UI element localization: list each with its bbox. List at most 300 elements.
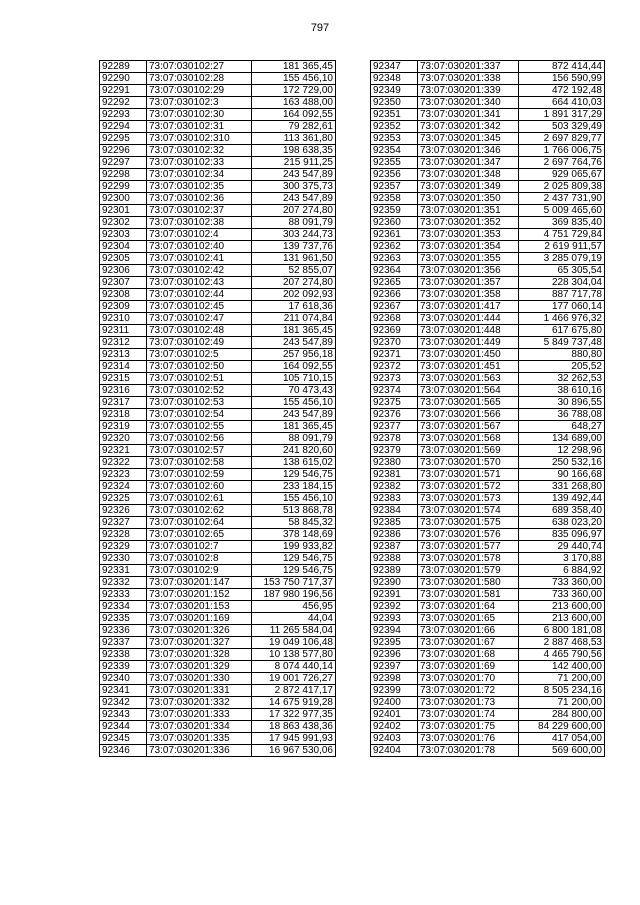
cadastral-number-cell: 73:07:030102:65 [147, 529, 252, 541]
table-row [100, 721, 336, 733]
row-number-cell: 92344 [100, 721, 147, 733]
row-number-cell: 92307 [100, 277, 147, 289]
row-number-cell: 92356 [371, 169, 418, 181]
cadastral-number-cell: 73:07:030102:33 [147, 157, 252, 169]
value-cell: 155 456,10 [252, 397, 336, 409]
row-number-cell: 92308 [100, 289, 147, 301]
row-number-cell: 92380 [371, 457, 418, 469]
value-cell: 65 305,54 [519, 265, 605, 277]
value-cell: 32 262,53 [519, 373, 605, 385]
value-cell: 228 304,04 [519, 277, 605, 289]
row-number-cell: 92290 [100, 73, 147, 85]
value-cell: 129 546,75 [252, 469, 336, 481]
cadastral-number-cell: 73:07:030201:351 [418, 205, 519, 217]
table-row [371, 721, 605, 733]
cadastral-number-cell: 73:07:030201:331 [147, 685, 252, 697]
cadastral-number-cell: 73:07:030201:70 [418, 673, 519, 685]
cadastral-number-cell: 73:07:030201:336 [147, 745, 252, 757]
table-row [100, 229, 336, 241]
cadastral-number-cell: 73:07:030201:78 [418, 745, 519, 757]
table-row [100, 349, 336, 361]
value-cell: 52 855,07 [252, 265, 336, 277]
cadastral-number-cell: 73:07:030102:62 [147, 505, 252, 517]
table-row [100, 241, 336, 253]
value-cell: 199 933,82 [252, 541, 336, 553]
row-number-cell: 92363 [371, 253, 418, 265]
table-row [100, 433, 336, 445]
row-number-cell: 92399 [371, 685, 418, 697]
row-number-cell: 92313 [100, 349, 147, 361]
row-number-cell: 92355 [371, 157, 418, 169]
table-row [371, 229, 605, 241]
cadastral-number-cell: 73:07:030201:573 [418, 493, 519, 505]
value-cell: 472 192,48 [519, 85, 605, 97]
table-row [100, 577, 336, 589]
value-cell: 164 092,55 [252, 361, 336, 373]
row-number-cell: 92386 [371, 529, 418, 541]
row-number-cell: 92343 [100, 709, 147, 721]
cadastral-number-cell: 73:07:030201:153 [147, 601, 252, 613]
value-cell: 300 375,73 [252, 181, 336, 193]
value-cell: 417 054,00 [519, 733, 605, 745]
cadastral-number-cell: 73:07:030201:567 [418, 421, 519, 433]
value-cell: 17 618,36 [252, 301, 336, 313]
table-row [100, 277, 336, 289]
row-number-cell: 92303 [100, 229, 147, 241]
row-number-cell: 92398 [371, 673, 418, 685]
value-cell: 187 980 196,56 [252, 589, 336, 601]
row-number-cell: 92394 [371, 625, 418, 637]
cadastral-number-cell: 73:07:030201:569 [418, 445, 519, 457]
table-row [371, 685, 605, 697]
table-row [371, 481, 605, 493]
cadastral-number-cell: 73:07:030201:75 [418, 721, 519, 733]
value-cell: 569 600,00 [519, 745, 605, 757]
table-row [371, 217, 605, 229]
cadastral-number-cell: 73:07:030201:334 [147, 721, 252, 733]
cadastral-number-cell: 73:07:030201:575 [418, 517, 519, 529]
value-cell: 215 911,25 [252, 157, 336, 169]
row-number-cell: 92323 [100, 469, 147, 481]
value-cell: 5 849 737,48 [519, 337, 605, 349]
cadastral-number-cell: 73:07:030201:451 [418, 361, 519, 373]
value-cell: 71 200,00 [519, 697, 605, 709]
cadastral-number-cell: 73:07:030102:34 [147, 169, 252, 181]
value-cell: 164 092,55 [252, 109, 336, 121]
cadastral-number-cell: 73:07:030201:74 [418, 709, 519, 721]
table-row [371, 577, 605, 589]
row-number-cell: 92330 [100, 553, 147, 565]
cadastral-number-cell: 73:07:030201:69 [418, 661, 519, 673]
table-row [371, 121, 605, 133]
table-row [371, 745, 605, 757]
table-row [371, 397, 605, 409]
value-cell: 211 074,84 [252, 313, 336, 325]
cadastral-number-cell: 73:07:030201:332 [147, 697, 252, 709]
table-row [100, 505, 336, 517]
row-number-cell: 92395 [371, 637, 418, 649]
row-number-cell: 92347 [371, 61, 418, 73]
value-cell: 58 845,32 [252, 517, 336, 529]
row-number-cell: 92333 [100, 589, 147, 601]
value-cell: 638 023,20 [519, 517, 605, 529]
table-row [371, 145, 605, 157]
table-row [100, 133, 336, 145]
table-row [100, 457, 336, 469]
cadastral-number-cell: 73:07:030102:32 [147, 145, 252, 157]
cadastral-number-cell: 73:07:030201:67 [418, 637, 519, 649]
table-row [100, 157, 336, 169]
row-number-cell: 92376 [371, 409, 418, 421]
row-number-cell: 92351 [371, 109, 418, 121]
table-row [371, 253, 605, 265]
value-cell: 155 456,10 [252, 73, 336, 85]
row-number-cell: 92300 [100, 193, 147, 205]
value-cell: 44,04 [252, 613, 336, 625]
row-number-cell: 92357 [371, 181, 418, 193]
row-number-cell: 92354 [371, 145, 418, 157]
table-row [100, 253, 336, 265]
row-number-cell: 92316 [100, 385, 147, 397]
row-number-cell: 92391 [371, 589, 418, 601]
value-cell: 648,27 [519, 421, 605, 433]
row-number-cell: 92361 [371, 229, 418, 241]
cadastral-number-cell: 73:07:030201:574 [418, 505, 519, 517]
value-cell: 202 092,93 [252, 289, 336, 301]
table-row [371, 241, 605, 253]
row-number-cell: 92390 [371, 577, 418, 589]
value-cell: 11 265 584,04 [252, 625, 336, 637]
row-number-cell: 92296 [100, 145, 147, 157]
table-row [100, 337, 336, 349]
table-row [371, 469, 605, 481]
table-row [371, 385, 605, 397]
value-cell: 71 200,00 [519, 673, 605, 685]
value-cell: 38 610,16 [519, 385, 605, 397]
value-cell: 835 096,97 [519, 529, 605, 541]
value-cell: 8 505 234,16 [519, 685, 605, 697]
table-row [371, 517, 605, 529]
value-cell: 880,80 [519, 349, 605, 361]
value-cell: 3 285 079,19 [519, 253, 605, 265]
table-row [100, 61, 336, 73]
value-cell: 1 466 976,32 [519, 313, 605, 325]
value-cell: 79 282,61 [252, 121, 336, 133]
row-number-cell: 92326 [100, 505, 147, 517]
cadastral-number-cell: 73:07:030201:349 [418, 181, 519, 193]
value-cell: 18 863 438,36 [252, 721, 336, 733]
row-number-cell: 92335 [100, 613, 147, 625]
value-cell: 30 896,55 [519, 397, 605, 409]
table-row [100, 493, 336, 505]
row-number-cell: 92331 [100, 565, 147, 577]
row-number-cell: 92366 [371, 289, 418, 301]
value-cell: 105 710,15 [252, 373, 336, 385]
row-number-cell: 92367 [371, 301, 418, 313]
value-cell: 872 414,44 [519, 61, 605, 73]
value-cell: 1 891 317,29 [519, 109, 605, 121]
value-cell: 207 274,80 [252, 277, 336, 289]
value-cell: 181 365,45 [252, 421, 336, 433]
value-cell: 2 872 417,17 [252, 685, 336, 697]
cadastral-number-cell: 73:07:030201:64 [418, 601, 519, 613]
cadastral-number-cell: 73:07:030102:3 [147, 97, 252, 109]
row-number-cell: 92392 [371, 601, 418, 613]
table-row [371, 409, 605, 421]
cadastral-number-cell: 73:07:030201:450 [418, 349, 519, 361]
cadastral-number-cell: 73:07:030201:563 [418, 373, 519, 385]
table-row [371, 457, 605, 469]
cadastral-number-cell: 73:07:030102:7 [147, 541, 252, 553]
cadastral-number-cell: 73:07:030102:27 [147, 61, 252, 73]
row-number-cell: 92334 [100, 601, 147, 613]
table-row [100, 733, 336, 745]
cadastral-number-cell: 73:07:030201:571 [418, 469, 519, 481]
table-row [371, 625, 605, 637]
row-number-cell: 92292 [100, 97, 147, 109]
cadastral-number-cell: 73:07:030102:55 [147, 421, 252, 433]
value-cell: 139 492,44 [519, 493, 605, 505]
value-cell: 88 091,79 [252, 217, 336, 229]
value-cell: 233 184,15 [252, 481, 336, 493]
row-number-cell: 92365 [371, 277, 418, 289]
row-number-cell: 92289 [100, 61, 147, 73]
row-number-cell: 92306 [100, 265, 147, 277]
value-cell: 17 322 977,35 [252, 709, 336, 721]
cadastral-number-cell: 73:07:030201:329 [147, 661, 252, 673]
row-number-cell: 92297 [100, 157, 147, 169]
value-cell: 243 547,89 [252, 409, 336, 421]
cadastral-number-cell: 73:07:030102:64 [147, 517, 252, 529]
value-cell: 205,52 [519, 361, 605, 373]
cadastral-number-cell: 73:07:030102:38 [147, 217, 252, 229]
table-row [100, 217, 336, 229]
cadastral-number-cell: 73:07:030102:8 [147, 553, 252, 565]
table-row [100, 289, 336, 301]
row-number-cell: 92318 [100, 409, 147, 421]
cadastral-number-cell: 73:07:030102:61 [147, 493, 252, 505]
cadastral-number-cell: 73:07:030102:30 [147, 109, 252, 121]
row-number-cell: 92305 [100, 253, 147, 265]
cadastral-number-cell: 73:07:030201:356 [418, 265, 519, 277]
row-number-cell: 92299 [100, 181, 147, 193]
cadastral-number-cell: 73:07:030201:341 [418, 109, 519, 121]
row-number-cell: 92388 [371, 553, 418, 565]
table-row [371, 61, 605, 73]
cadastral-number-cell: 73:07:030201:346 [418, 145, 519, 157]
cadastral-number-cell: 73:07:030102:35 [147, 181, 252, 193]
value-cell: 181 365,45 [252, 61, 336, 73]
cadastral-number-cell: 73:07:030201:580 [418, 577, 519, 589]
row-number-cell: 92371 [371, 349, 418, 361]
row-number-cell: 92393 [371, 613, 418, 625]
row-number-cell: 92378 [371, 433, 418, 445]
table-row [100, 97, 336, 109]
value-cell: 70 473,43 [252, 385, 336, 397]
row-number-cell: 92338 [100, 649, 147, 661]
value-cell: 284 800,00 [519, 709, 605, 721]
table-row [100, 745, 336, 757]
row-number-cell: 92304 [100, 241, 147, 253]
row-number-cell: 92345 [100, 733, 147, 745]
table-row [100, 601, 336, 613]
value-cell: 378 148,69 [252, 529, 336, 541]
value-cell: 153 750 717,37 [252, 577, 336, 589]
row-number-cell: 92402 [371, 721, 418, 733]
cadastral-number-cell: 73:07:030201:358 [418, 289, 519, 301]
cadastral-number-cell: 73:07:030102:51 [147, 373, 252, 385]
cadastral-number-cell: 73:07:030201:568 [418, 433, 519, 445]
cadastral-number-cell: 73:07:030201:578 [418, 553, 519, 565]
cadastral-number-cell: 73:07:030201:335 [147, 733, 252, 745]
value-cell: 369 835,40 [519, 217, 605, 229]
right-registry-table [370, 60, 605, 757]
cadastral-number-cell: 73:07:030201:572 [418, 481, 519, 493]
table-row [100, 109, 336, 121]
table-row [371, 133, 605, 145]
cadastral-number-cell: 73:07:030102:310 [147, 133, 252, 145]
row-number-cell: 92336 [100, 625, 147, 637]
value-cell: 213 600,00 [519, 613, 605, 625]
cadastral-number-cell: 73:07:030201:565 [418, 397, 519, 409]
table-row [100, 613, 336, 625]
table-row [100, 301, 336, 313]
row-number-cell: 92383 [371, 493, 418, 505]
table-row [371, 289, 605, 301]
cadastral-number-cell: 73:07:030102:59 [147, 469, 252, 481]
table-row [371, 493, 605, 505]
value-cell: 243 547,89 [252, 169, 336, 181]
row-number-cell: 92379 [371, 445, 418, 457]
table-row [371, 277, 605, 289]
value-cell: 456,95 [252, 601, 336, 613]
cadastral-number-cell: 73:07:030102:53 [147, 397, 252, 409]
cadastral-number-cell: 73:07:030201:347 [418, 157, 519, 169]
table-row [371, 649, 605, 661]
cadastral-number-cell: 73:07:030201:65 [418, 613, 519, 625]
row-number-cell: 92327 [100, 517, 147, 529]
table-row [100, 553, 336, 565]
cadastral-number-cell: 73:07:030201:350 [418, 193, 519, 205]
table-row [100, 145, 336, 157]
row-number-cell: 92339 [100, 661, 147, 673]
table-row [371, 565, 605, 577]
table-row [100, 397, 336, 409]
table-row [100, 469, 336, 481]
row-number-cell: 92320 [100, 433, 147, 445]
cadastral-number-cell: 73:07:030102:5 [147, 349, 252, 361]
value-cell: 733 360,00 [519, 577, 605, 589]
cadastral-number-cell: 73:07:030201:330 [147, 673, 252, 685]
row-number-cell: 92329 [100, 541, 147, 553]
table-row [100, 637, 336, 649]
cadastral-number-cell: 73:07:030201:577 [418, 541, 519, 553]
row-number-cell: 92396 [371, 649, 418, 661]
cadastral-number-cell: 73:07:030102:56 [147, 433, 252, 445]
row-number-cell: 92295 [100, 133, 147, 145]
cadastral-number-cell: 73:07:030102:36 [147, 193, 252, 205]
row-number-cell: 92353 [371, 133, 418, 145]
table-row [371, 73, 605, 85]
cadastral-number-cell: 73:07:030201:169 [147, 613, 252, 625]
row-number-cell: 92403 [371, 733, 418, 745]
row-number-cell: 92302 [100, 217, 147, 229]
value-cell: 243 547,89 [252, 337, 336, 349]
cadastral-number-cell: 73:07:030201:581 [418, 589, 519, 601]
table-row [371, 337, 605, 349]
value-cell: 10 138 577,80 [252, 649, 336, 661]
table-row [100, 313, 336, 325]
table-row [100, 517, 336, 529]
cadastral-number-cell: 73:07:030201:444 [418, 313, 519, 325]
row-number-cell: 92404 [371, 745, 418, 757]
table-row [371, 157, 605, 169]
row-number-cell: 92312 [100, 337, 147, 349]
cadastral-number-cell: 73:07:030201:355 [418, 253, 519, 265]
row-number-cell: 92337 [100, 637, 147, 649]
cadastral-number-cell: 73:07:030201:337 [418, 61, 519, 73]
table-row [371, 445, 605, 457]
value-cell: 1 766 006,75 [519, 145, 605, 157]
table-row [100, 661, 336, 673]
cadastral-number-cell: 73:07:030201:147 [147, 577, 252, 589]
value-cell: 4 465 790,56 [519, 649, 605, 661]
value-cell: 17 945 991,93 [252, 733, 336, 745]
cadastral-number-cell: 73:07:030102:50 [147, 361, 252, 373]
value-cell: 198 638,35 [252, 145, 336, 157]
row-number-cell: 92321 [100, 445, 147, 457]
row-number-cell: 92401 [371, 709, 418, 721]
cadastral-number-cell: 73:07:030102:40 [147, 241, 252, 253]
cadastral-number-cell: 73:07:030201:579 [418, 565, 519, 577]
cadastral-number-cell: 73:07:030102:43 [147, 277, 252, 289]
row-number-cell: 92346 [100, 745, 147, 757]
cadastral-number-cell: 73:07:030201:449 [418, 337, 519, 349]
table-row [371, 193, 605, 205]
value-cell: 139 737,76 [252, 241, 336, 253]
row-number-cell: 92325 [100, 493, 147, 505]
value-cell: 181 365,45 [252, 325, 336, 337]
value-cell: 689 358,40 [519, 505, 605, 517]
value-cell: 2 437 731,90 [519, 193, 605, 205]
row-number-cell: 92332 [100, 577, 147, 589]
table-row [371, 325, 605, 337]
table-row [371, 613, 605, 625]
table-row [100, 205, 336, 217]
row-number-cell: 92372 [371, 361, 418, 373]
table-row [100, 541, 336, 553]
cadastral-number-cell: 73:07:030102:31 [147, 121, 252, 133]
table-row [371, 709, 605, 721]
row-number-cell: 92342 [100, 697, 147, 709]
cadastral-number-cell: 73:07:030102:29 [147, 85, 252, 97]
value-cell: 929 065,67 [519, 169, 605, 181]
value-cell: 138 615,02 [252, 457, 336, 469]
value-cell: 131 961,50 [252, 253, 336, 265]
table-row [100, 121, 336, 133]
cadastral-number-cell: 73:07:030201:76 [418, 733, 519, 745]
value-cell: 163 488,00 [252, 97, 336, 109]
cadastral-number-cell: 73:07:030102:42 [147, 265, 252, 277]
cadastral-number-cell: 73:07:030102:37 [147, 205, 252, 217]
table-row [100, 85, 336, 97]
row-number-cell: 92317 [100, 397, 147, 409]
cadastral-number-cell: 73:07:030102:45 [147, 301, 252, 313]
cadastral-number-cell: 73:07:030201:353 [418, 229, 519, 241]
table-row [100, 481, 336, 493]
table-row [100, 409, 336, 421]
cadastral-number-cell: 73:07:030201:345 [418, 133, 519, 145]
